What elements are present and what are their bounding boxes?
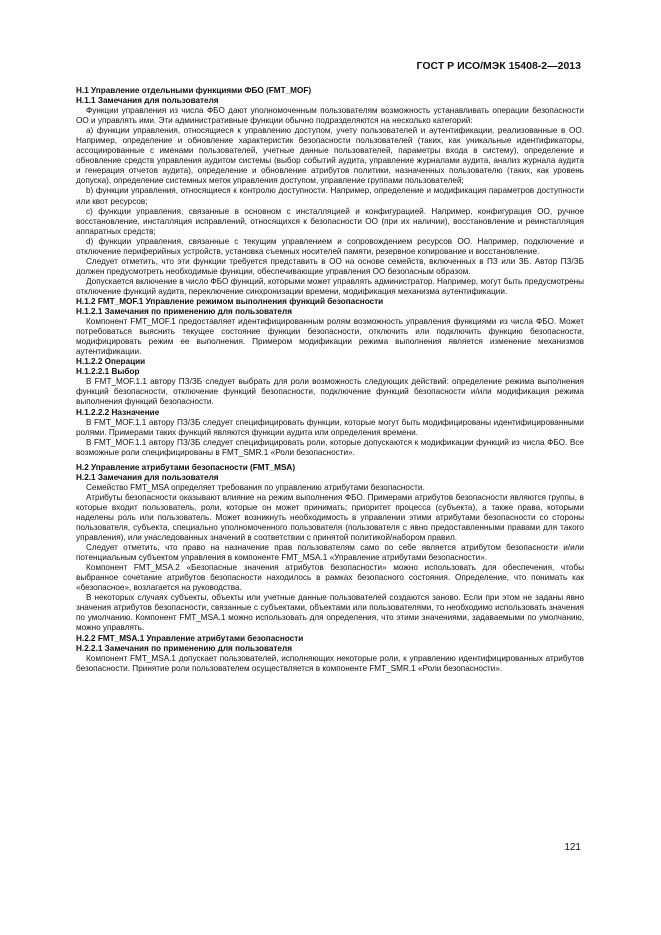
body-paragraph: а) функции управления, относящиеся к управлению доступом, учету пользователей и аутентификации, реализованные в ОО. Например, определение и обновление характеристик безопасности пользователей (таких, как уникальные идентификаторы, ассоциированные с именами пользователей, учетные данные пользователей, параметры входа в систему), определение и обновление средств управления аудитом системы (выбор событий аудита, управление журналами аудита, анализ журнала аудита и генерация отчетов аудита), определение и обновление атрибутов политики, назначенных пользователю (таких, как уровень допуска), определение системных меток управления доступом, управление группами пользователей; (76, 126, 584, 186)
subsection-heading: H.1.2.2.1 Выбор (76, 367, 140, 377)
body-paragraph: В FMT_MOF.1.1 автору ПЗ/ЗБ следует специфицировать роли, которые допускаются к модификации функций из числа ФБО. Все возможные роли специфицированы в FMT_SMR.1 «Роли безопасности». (76, 437, 584, 457)
body-paragraph: Компонент FMT_MOF.1 предоставляет идентифицированным ролям возможность управления функциями из числа ФБО. Может потребоваться выяснить текущее состояние функции безопасности, отключить или подключить функцию безопасности, модифицировать режим ее выполнения. Примером модификации режима выполнения является изменение механизмов аутентификации. (76, 317, 584, 357)
body-paragraph: Компонент FMT_MSA.2 «Безопасные значения атрибутов безопасности» можно использовать для обеспечения, чтобы выбранное сочетание атрибутов безопасности находилось в рамках безопасного состояния. Определение, что понимать как «безопасное», возлагается на руководства. (76, 563, 584, 593)
subsection-heading: H.1.1 Замечания для пользователя (76, 96, 219, 106)
subsection-heading: H.1.2.1 Замечания по применению для пользователя (76, 307, 292, 317)
body-paragraph: Атрибуты безопасности оказывают влияние на режим выполнения ФБО. Примерами атрибутов безопасности являются группы, в которые входит пользователь, роли, которые он может принимать; приоритет процесса (субъекта), а также права, которыми наделены роль или пользователь. Может возникнуть необходимость в управлении этими атрибутами безопасности со стороны пользователя, субъекта, специально уполномоченного пользователя (пользователя с явно предоставленными правами для такого управления), или унаследованных значений в соответствии с принятой политикой/набором правил. (76, 492, 584, 543)
body-paragraph: В FMT_MOF.1.1 автору ПЗ/ЗБ следует выбрать для роли возможность следующих действий: определение режима выполнения функций безопасности, отключение функций безопасности, подключение функций безопасности и/или модификация режима выполнения функций безопасности. (76, 377, 584, 407)
page-number: 121 (564, 842, 581, 853)
body-paragraph: Допускается включение в число ФБО функций, которыми может управлять администратор. Например, могут быть предусмотрены отключение функций аудита, переключение синхронизации времени, модификация механизма аутентификации. (76, 276, 584, 296)
body-paragraph: с) функции управления, связанные в основном с инсталляцией и конфигурацией. Например, конфигурация ОО, ручное восстановление, инсталляция исправлений, относящихся к безопасности ОО (при их наличии), восстановление и реинсталляция аппаратных средств; (76, 206, 584, 236)
subsection-heading: H.2.2.1 Замечания по применению для пользователя (76, 643, 292, 653)
body-paragraph: Функции управления из числа ФБО дают уполномоченным пользователям возможность устанавливать операции безопасности ОО и управлять ими. Эти административные функции обычно подразделяются на несколько категорий: (76, 106, 584, 126)
section-heading: H.2 Управление атрибутами безопасности (FMT_MSA) (76, 462, 296, 472)
subsection-heading: H.2.2 FMT_MSA.1 Управление атрибутами безопасности (76, 633, 304, 643)
body-paragraph: В некоторых случаях субъекты, объекты или учетные данные пользователей создаются заново. Если при этом не заданы явно значения атрибутов безопасности, связанные с субъектами, объектами или пользователями, то необходимо использовать значения по умолчанию. Компонент FMT_MSA.1 можно использовать для определения, что этими значениями, задаваемыми по умолчанию, можно управлять. (76, 593, 584, 633)
page-body (76, 86, 584, 674)
body-paragraph: Следует отметить, что право на назначение прав пользователям само по себе является атрибутом безопасности и/или потенциальным субъектом управления в компоненте FMT_MSA.1 «Управление атрибутами безопасности». (76, 543, 584, 563)
subsection-heading: H.2.1 Замечания для пользователя (76, 472, 219, 482)
body-paragraph: Следует отметить, что эти функции требуется представить в ОО на основе семейств, включенных в ПЗ или ЗБ. Автор ПЗ/ЗБ должен предусмотреть необходимые функции, обеспечивающие управления ОО безопасным образом. (76, 256, 584, 276)
subsection-heading: H.1.2.2.2 Назначение (76, 407, 160, 417)
body-paragraph: В FMT_MOF.1.1 автору ПЗ/ЗБ следует специфицировать функции, которые могут быть модифицированы идентифицированными ролями. Примерами таких функций являются функции аудита или определения времени. (76, 417, 584, 437)
subsection-heading: H.1.2.2 Операции (76, 357, 146, 367)
body-paragraph: Компонент FMT_MSA.1 допускает пользователей, исполняющих некоторые роли, к управлению идентифицированных атрибутов безопасности. Принятие роли пользователем осуществляется в компоненте FMT_SMR.1 «Роли безопасности». (76, 653, 584, 673)
section-heading: H.1 Управление отдельными функциями ФБО (FMT_MOF) (76, 86, 312, 95)
subsection-heading: H.1.2 FMT_MOF.1 Управление режимом выполнения функций безопасности (76, 296, 384, 306)
body-paragraph: b) функции управления, относящиеся к контролю доступности. Например, определение и модификация параметров доступности или квот ресурсов; (76, 186, 584, 206)
body-paragraph: Семейство FMT_MSA определяет требования по управлению атрибутами безопасности. (86, 482, 425, 492)
page-header-title: ГОСТ Р ИСО/МЭК 15408-2—2013 (416, 60, 581, 72)
body-paragraph: d) функции управления, связанные с текущим управлением и сопровождением ресурсов ОО. Например, подключение и отключение периферийных устройств, установка съемных носителей памяти, резервное копирование и восстановление. (76, 236, 584, 256)
